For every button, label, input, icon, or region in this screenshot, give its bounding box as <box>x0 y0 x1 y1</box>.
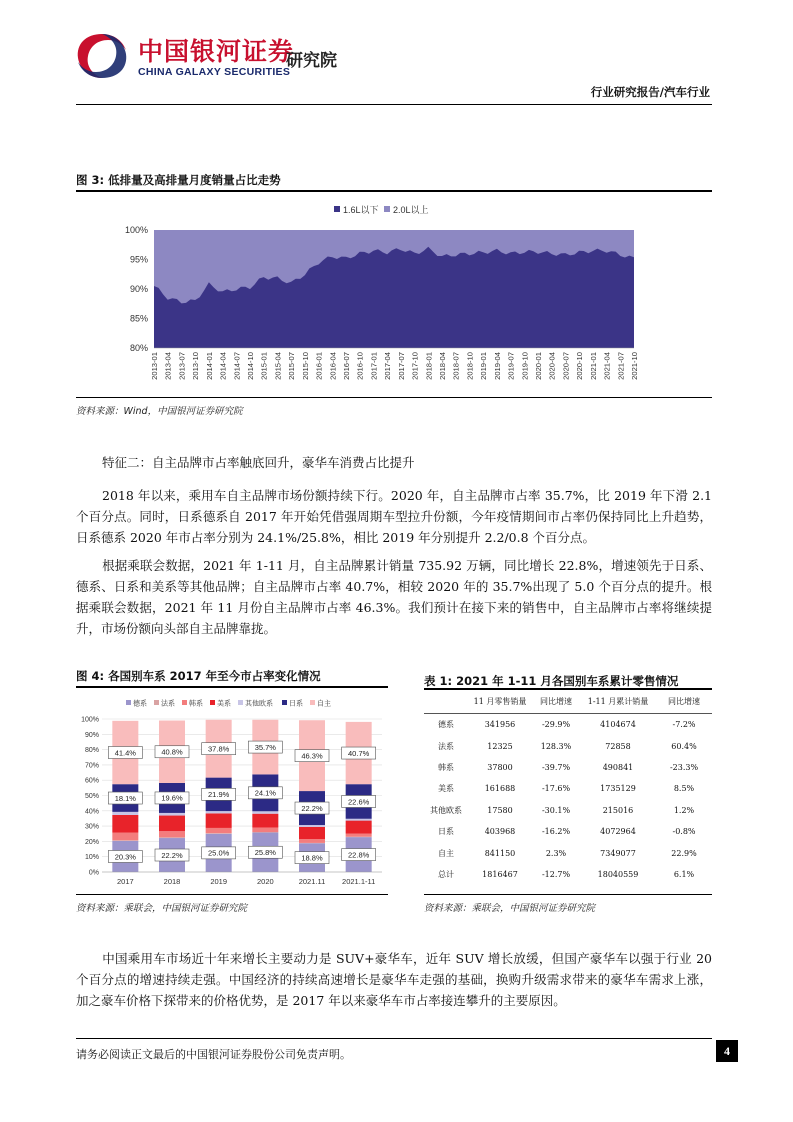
table-header-cell: 同比增速 <box>532 689 580 714</box>
data-label: 22.2% <box>301 803 323 813</box>
x-tick-label: 2020-07 <box>561 352 571 380</box>
table-cell: 341956 <box>484 720 516 730</box>
x-tick-label: 2017-10 <box>410 352 420 380</box>
table-cell: 215016 <box>602 805 634 815</box>
x-tick-label: 2019-01 <box>479 352 489 380</box>
table-row <box>424 714 712 736</box>
x-tick-label: 2016-10 <box>355 352 365 380</box>
x-tick-label: 2018-07 <box>451 352 461 380</box>
x-tick-label: 2019 <box>210 877 228 886</box>
table1 <box>424 689 712 885</box>
figure4-title: 图 4: 各国别车系 2017 年至今市占率变化情况 <box>76 669 321 683</box>
paragraph-3: 中国乘用车市场近十年来增长主要动力是 SUV+豪华车，近年 SUV 增长放缓，但国产豪华车以强于行业 20 个百分点的增速持续走强。中国经济的持续高速增长是豪华车走强的基础，换购升级需求带来的豪华车需求上涨，加之豪车价格下探带来的价格优势，是 2017 年以来豪华车市占率接连攀升的主要原因。 <box>76 951 712 1008</box>
bar-segment-法系 <box>206 833 232 834</box>
x-tick-label: 2021-10 <box>630 352 639 380</box>
x-tick-label: 2019-07 <box>506 352 516 380</box>
x-tick-label: 2021-07 <box>616 352 626 380</box>
y-tick-label: 85% <box>129 313 148 324</box>
bar-segment-韩系 <box>299 839 325 843</box>
x-tick-label: 2019-04 <box>492 352 502 380</box>
x-tick-label: 2014-01 <box>204 352 214 380</box>
x-tick-label: 2013-07 <box>177 352 187 380</box>
figure3-area-chart <box>76 195 712 395</box>
y-tick-label: 60% <box>84 777 99 785</box>
company-logo-icon <box>72 30 132 82</box>
table-header-cell: 1-11 月累计销量 <box>580 689 656 714</box>
table-cell: 1735129 <box>600 784 636 794</box>
bar-segment-其他欧系 <box>346 819 372 821</box>
y-tick-label: 95% <box>129 254 148 265</box>
table-cell: -7.2% <box>672 720 696 730</box>
table-cell: 美系 <box>438 784 454 794</box>
legend-label-2: 韩系 <box>189 700 203 708</box>
table-row <box>424 864 712 885</box>
bar-segment-美系 <box>206 813 232 828</box>
bar-segment-法系 <box>112 840 138 841</box>
table-cell: 161688 <box>484 784 516 794</box>
table-cell: -29.9% <box>541 720 571 730</box>
x-tick-label: 2018 <box>163 877 181 886</box>
table-cell: 6.1% <box>673 869 695 879</box>
x-tick-label: 2014-04 <box>218 352 228 380</box>
table-cell: 37800 <box>487 762 513 772</box>
table-cell: 22.9% <box>671 848 697 858</box>
y-tick-label: 50% <box>84 793 99 800</box>
data-label: 25.8% <box>254 848 276 858</box>
x-tick-label: 2017-07 <box>396 352 406 380</box>
x-tick-label: 2020-10 <box>575 351 585 380</box>
data-label: 22.2% <box>161 850 183 860</box>
legend-swatch-6 <box>310 700 315 705</box>
data-label: 25.0% <box>208 848 230 858</box>
table-cell: 其他欧系 <box>430 805 462 815</box>
table1-title: 表 1: 2021 年 1-11 月各国别车系累计零售情况 <box>424 674 679 688</box>
x-tick-label: 2018-04 <box>438 352 447 380</box>
x-tick-label: 2019-10 <box>520 352 530 380</box>
table-row <box>424 735 712 756</box>
y-tick-label: 10% <box>84 854 99 862</box>
figure4-stacked-bar-chart <box>76 690 388 892</box>
x-tick-label: 2015-07 <box>287 352 297 380</box>
table1-header-row <box>424 689 712 714</box>
table-cell: 法系 <box>438 741 454 751</box>
header-divider <box>76 104 712 105</box>
x-tick-label: 2017 <box>116 877 134 886</box>
y-tick-label: 0% <box>88 869 99 877</box>
table-cell: 日系 <box>438 827 454 837</box>
bar-segment-其他欧系 <box>112 812 138 815</box>
legend-label-1: 法系 <box>161 700 175 708</box>
section-heading: 特征二：自主品牌市占率触底回升，豪华车消费占比提升 <box>102 455 415 470</box>
legend-label-0: 德系 <box>133 700 147 708</box>
legend-swatch-3 <box>210 700 215 705</box>
legend-label-1: 2.0L以上 <box>393 205 429 215</box>
disclaimer-note: 请务必阅读正文最后的中国银河证券股份公司免责声明。 <box>76 1048 351 1061</box>
data-label: 40.7% <box>348 748 370 758</box>
y-tick-label: 100% <box>124 225 148 235</box>
x-tick-label: 2014-10 <box>246 352 255 380</box>
table-cell: 18040559 <box>597 869 639 879</box>
x-tick-label: 2016-04 <box>328 352 338 380</box>
y-tick-label: 70% <box>84 762 99 770</box>
figure4-top-rule <box>76 686 388 688</box>
table-cell: -23.3% <box>669 762 699 772</box>
data-label: 24.1% <box>254 788 276 798</box>
x-tick-label: 2018-10 <box>465 352 475 380</box>
table-cell: -30.1% <box>541 805 571 815</box>
x-tick-label: 2021-01 <box>588 352 598 380</box>
table-row <box>424 778 712 799</box>
paragraph-2: 根据乘联会数据，2021 年 1-11 月，自主品牌累计销量 735.92 万辆，同比增长 22.8%，增速领先于日系、德系、日系和美系等其他品牌；自主品牌市占率 40.7%，相较 2020 年的 35.7%出现了 5.0 个百分点的提升。根据乘联会数据，2021 年 11 月份自主品牌市占率 46.3%。我们预计在接下来的销售中，自主品牌市占率将继续提升，市场份额向头部自主品牌靠拢。 <box>76 558 712 636</box>
table-cell: 总计 <box>438 869 454 879</box>
table-cell: 12325 <box>487 741 513 751</box>
table-row <box>424 842 712 863</box>
table-cell: 德系 <box>438 720 454 730</box>
legend-label-5: 日系 <box>289 700 303 708</box>
paragraph-1: 2018 年以来，乘用车自主品牌市场份额持续下行。2020 年，自主品牌市占率 35.7%，比 2019 年下滑 2.1 个百分点。同时，日系德系自 2017 年开始凭借强周期车型拉升份额，今年疫情期间市占率仍保持同比上升趋势，日系德系 2020 年市占率分别为 24.1%/25.8%，相比 2019 年分别提升 2.2/0.8 个百分点。 <box>76 488 712 545</box>
x-tick-label: 2016-01 <box>314 352 324 380</box>
x-tick-label: 2013-04 <box>163 352 173 380</box>
table-cell: 60.4% <box>671 741 697 751</box>
table-cell: 128.3% <box>540 741 572 751</box>
data-label: 41.4% <box>114 748 136 758</box>
x-tick-label: 2014-07 <box>232 352 242 380</box>
page-number: 4 <box>716 1040 738 1062</box>
brand-name-en: CHINA GALAXY SECURITIES <box>138 66 291 78</box>
table-row <box>424 757 712 778</box>
figure3-top-rule <box>76 190 712 192</box>
x-tick-label: 2021.11 <box>298 877 326 886</box>
footer-divider <box>76 1038 712 1039</box>
x-tick-label: 2018-01 <box>424 352 434 380</box>
table-cell: 韩系 <box>438 762 454 772</box>
bar-segment-其他欧系 <box>299 825 325 827</box>
table-row <box>424 821 712 842</box>
x-tick-label: 2017-04 <box>383 352 393 380</box>
table-cell: 4072964 <box>600 827 636 837</box>
data-label: 21.9% <box>208 790 230 800</box>
data-label: 20.3% <box>114 852 136 862</box>
legend-swatch-5 <box>282 700 287 705</box>
bar-segment-其他欧系 <box>206 811 232 813</box>
figure4-bottom-rule <box>76 894 388 895</box>
bar-segment-韩系 <box>252 827 278 832</box>
bar-segment-韩系 <box>159 831 185 837</box>
x-tick-label: 2016-07 <box>342 352 351 380</box>
figure3-source: 资料来源：Wind，中国银河证券研究院 <box>76 406 243 417</box>
x-tick-label: 2013-10 <box>191 352 201 380</box>
brand-name-cn: 中国银河证券 <box>138 37 295 66</box>
table-header-cell: 同比增速 <box>656 689 712 714</box>
data-label: 19.6% <box>161 793 183 803</box>
data-label: 22.6% <box>348 797 370 807</box>
bar-segment-美系 <box>112 815 138 833</box>
bar-segment-美系 <box>346 821 372 834</box>
table-cell: 841150 <box>484 848 516 858</box>
x-tick-label: 2015-01 <box>259 352 269 380</box>
legend-swatch-0 <box>126 700 131 705</box>
data-label: 35.7% <box>254 742 276 752</box>
figure3-title: 图 3: 低排量及高排量月度销量占比走势 <box>76 173 281 187</box>
data-label: 46.3% <box>301 751 323 761</box>
table-cell: 4104674 <box>600 720 636 730</box>
table-cell: 1.2% <box>673 805 695 815</box>
table-cell: -0.8% <box>672 827 696 837</box>
legend-swatch-4 <box>238 700 243 705</box>
table-cell: 8.5% <box>673 784 695 794</box>
x-tick-label: 2021.1-11 <box>342 877 376 886</box>
table1-source: 资料来源：乘联会，中国银河证券研究院 <box>424 903 596 914</box>
table-header-cell: 11 月零售销量 <box>468 689 532 714</box>
data-label: 22.8% <box>348 850 370 860</box>
y-tick-label: 30% <box>84 823 99 831</box>
y-tick-label: 100% <box>81 716 99 724</box>
bar-segment-其他欧系 <box>159 813 185 816</box>
table-cell: -12.7% <box>541 869 571 879</box>
figure3-bottom-rule <box>76 397 712 398</box>
legend-label-0: 1.6L以下 <box>343 205 379 215</box>
table-cell: 17580 <box>487 805 513 815</box>
legend-label-6: 自主 <box>317 700 331 708</box>
legend-label-4: 其他欧系 <box>245 700 273 708</box>
y-tick-label: 90% <box>129 284 148 294</box>
x-tick-label: 2013-01 <box>150 352 159 380</box>
table-cell: 7349077 <box>600 848 636 858</box>
bar-segment-美系 <box>299 827 325 839</box>
bar-segment-其他欧系 <box>252 811 278 813</box>
bar-segment-韩系 <box>346 834 372 837</box>
table-cell: 490841 <box>602 762 634 772</box>
table-cell: 2.3% <box>545 848 567 858</box>
legend-swatch-1 <box>384 206 390 212</box>
bar-segment-美系 <box>159 816 185 832</box>
table-cell: -39.7% <box>541 762 571 772</box>
x-tick-label: 2017-01 <box>369 352 379 380</box>
legend-label-3: 美系 <box>217 700 231 708</box>
data-label: 40.8% <box>161 747 183 757</box>
data-label: 18.8% <box>301 853 323 863</box>
legend-swatch-2 <box>182 700 187 705</box>
data-label: 37.8% <box>208 744 230 754</box>
bar-segment-美系 <box>252 814 278 828</box>
bar-segment-韩系 <box>112 833 138 841</box>
data-label: 18.1% <box>114 793 136 803</box>
table-row <box>424 800 712 821</box>
x-tick-label: 2015-10 <box>300 352 310 380</box>
report-type: 行业研究报告/汽车行业 <box>590 85 710 99</box>
table-cell: 72858 <box>605 741 631 751</box>
bar-segment-法系 <box>159 837 185 838</box>
legend-swatch-1 <box>154 700 159 705</box>
x-tick-label: 2015-04 <box>273 352 283 380</box>
y-tick-label: 20% <box>84 838 99 846</box>
table-cell: -16.2% <box>541 827 571 837</box>
institute-name: 研究院 <box>286 51 337 71</box>
x-tick-label: 2020 <box>256 877 274 886</box>
bar-segment-韩系 <box>206 828 232 833</box>
y-tick-label: 80% <box>129 343 148 353</box>
legend-swatch-0 <box>334 206 340 212</box>
x-tick-label: 2020-01 <box>534 352 543 380</box>
table-cell: 1816467 <box>482 869 518 879</box>
table-cell: 403968 <box>484 827 516 837</box>
table-header-cell <box>424 689 468 714</box>
figure4-source: 资料来源：乘联会，中国银河证券研究院 <box>76 903 248 914</box>
y-tick-label: 80% <box>84 747 99 755</box>
table1-bottom-rule <box>424 894 712 895</box>
y-tick-label: 90% <box>84 731 99 739</box>
x-tick-label: 2020-04 <box>547 352 557 380</box>
y-tick-label: 40% <box>84 808 99 816</box>
table-cell: 自主 <box>438 848 454 858</box>
x-tick-label: 2021-04 <box>602 352 612 380</box>
table-cell: -17.6% <box>541 784 571 794</box>
